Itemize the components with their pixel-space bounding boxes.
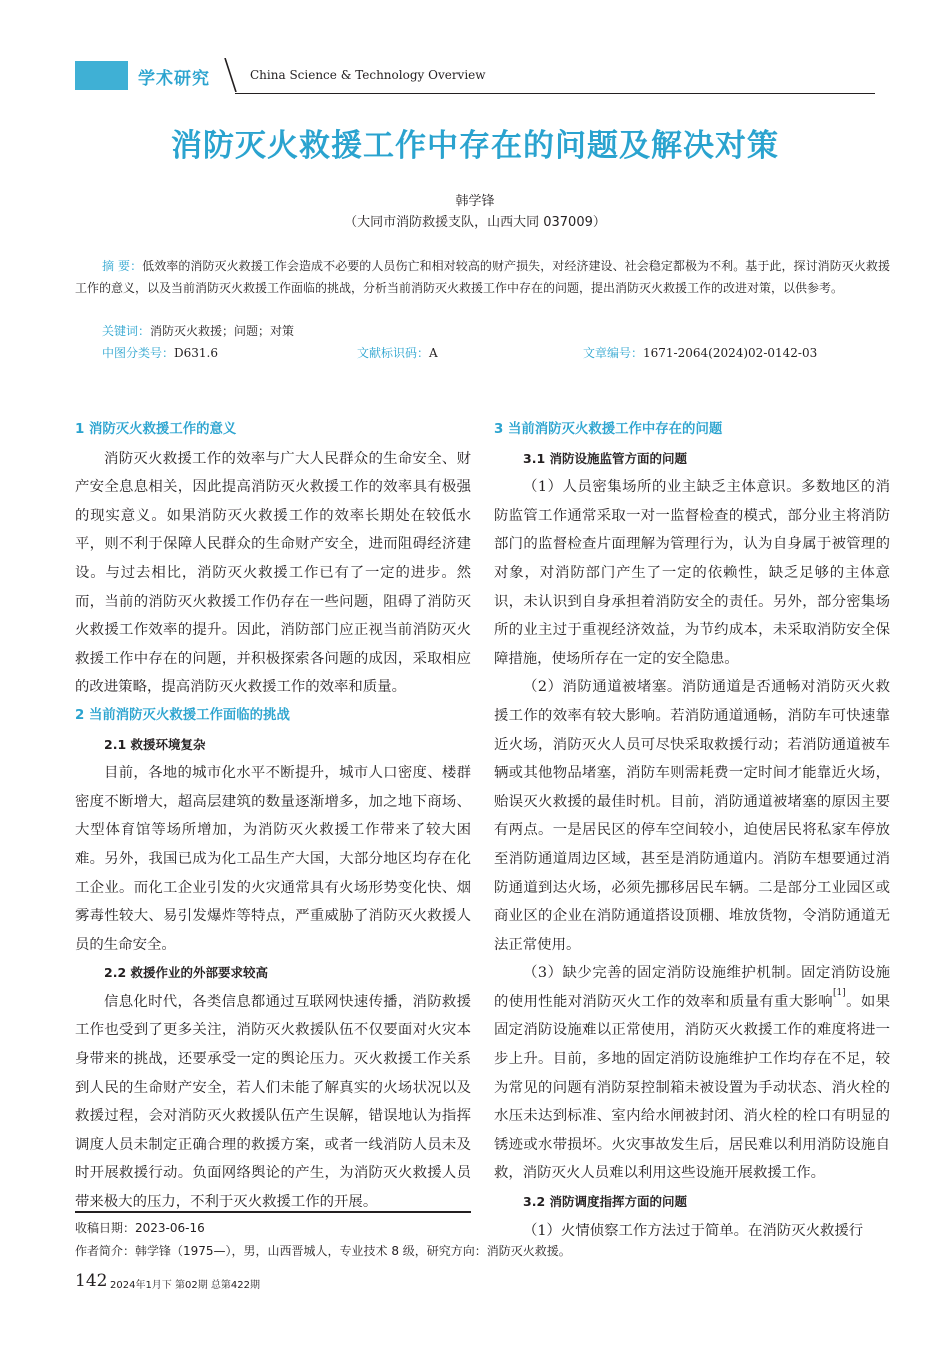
paragraph: 信息化时代，各类信息都通过互联网快速传播，消防救援工作也受到了更多关注，消防灭火救援队伍不仅要面对火灾本身带来的挑战，还要承受一定的舆论压力。灭火救援工作关系到人民的生命财产安全，若人们未能了解真实的火场状况以及救援过程，会对消防灭火救援队伍产生误解，错误地认为指挥调度人员未制定正确合理的救援方案，或者一线消防人员未及时开展救援行动。负面网络舆论的产生，为消防灭火救援人员带来极大的压力，不利于灭火救援工作的开展。: [75, 993, 471, 1211]
section-color-block: [75, 61, 128, 90]
article-no-value: 1671-2064(2024)02-0142-03: [643, 346, 818, 360]
author-affiliation: （大同市消防救援支队，山西大同 037009）: [344, 215, 606, 230]
paragraph: 消防灭火救援工作的效率与广大人民群众的生命安全、财产安全息息相关，因此提高消防灭火救援工作的效率具有极强的现实意义。如果消防灭火救援工作的效率长期处在较低水平，则不利于保障人民群众的生命财产安全，进而阻碍经济建设。与过去相比，消防灭火救援工作已有了一定的进步。然而，当前的消防灭火救援工作仍存在一些问题，阻碍了消防灭火救援工作效率的提升。因此，消防部门应正视当前消防灭火救援工作中存在的问题，并积极探索各问题的成因，采取相应的改进策略，提高消防灭火救援工作的效率和质量。: [75, 450, 471, 696]
clc-code: [102, 344, 218, 361]
paragraph: 目前，各地的城市化水平不断提升，城市人口密度、楼群密度不断增大，超高层建筑的数量逐渐增多，加之地下商场、大型体育馆等场所增加，为消防灭火救援工作带来了较大困难。另外，我国已成为化工品生产大国，大部分地区均存在化工企业。而化工企业引发的火灾通常具有火场形势变化快、烟雾毒性较大、易引发爆炸等特点，严重威胁了消防灭火救援人员的生命安全。: [75, 765, 471, 953]
right-column: [494, 416, 890, 1245]
paragraph: [494, 959, 890, 1188]
page-number: 142: [75, 1271, 108, 1291]
clc-label: 中图分类号：: [102, 346, 175, 360]
paragraph: （1）火情侦察工作方法过于简单。在消防灭火救援行: [523, 1222, 864, 1239]
left-column: [75, 416, 471, 1217]
issue-info: 2024年1月下 第02期 总第422期: [110, 1280, 260, 1291]
keywords-label: 关键词：: [102, 324, 151, 338]
document-code: [357, 344, 438, 361]
author-bio: 作者简介：韩学锋（1975—），男，山西晋城人，专业技术 8 级，研究方向：消防灭火救援。: [75, 1244, 571, 1258]
article-title: 消防灭火救援工作中存在的问题及解决对策: [171, 128, 779, 164]
abstract-label: 摘 要：: [102, 259, 143, 273]
subsection-heading-3-2: 3.2 消防调度指挥方面的问题: [523, 1194, 687, 1210]
citation-ref[interactable]: [1]: [833, 987, 846, 998]
paragraph: （1）人员密集场所的业主缺乏主体意识。多数地区的消防监管工作通常采取一对一监督检查的模式，部分业主将消防部门的监督检查片面理解为管理行为，认为自身属于被管理的对象，对消防部门产生了一定的依赖性，缺乏足够的主体意识，未认识到自身承担着消防安全的责任。另外，部分密集场所的业主过于重视经济效益，为节约成本，未采取消防安全保障措施，使场所存在一定的安全隐患。: [494, 479, 890, 667]
received-date: 收稿日期：2023-06-16: [75, 1221, 205, 1235]
journal-name: China Science & Technology Overview: [250, 68, 486, 82]
header-slash-divider: [222, 58, 240, 92]
subsection-heading-2-1: 2.1 救援环境复杂: [104, 736, 206, 752]
subsection-heading-2-2: 2.2 救援作业的外部要求较高: [104, 965, 268, 981]
paragraph-text: （3）缺少完善的固定消防设施维护机制。固定消防设施的使用性能对消防灭火工作的效率和质量有重大影响: [494, 965, 890, 1010]
doc-code-value: A: [429, 346, 438, 360]
clc-value: D631.6: [174, 346, 218, 360]
article-no-label: 文章编号：: [583, 346, 644, 360]
footnote-rule: [75, 1211, 471, 1213]
section-heading-3: 3 当前消防灭火救援工作中存在的问题: [494, 422, 723, 437]
author-name: 韩学锋: [455, 194, 495, 209]
header-rule: [235, 93, 875, 94]
paragraph-text: 。如果固定消防设施难以正常使用，消防灭火救援工作的难度将进一步上升。目前，多地的固定消防设施维护工作均存在不足，较为常见的问题有消防泵控制箱未被设置为手动状态、消火栓的水压未达到标准、室内给水闸被封闭、消火栓的栓口有明显的锈迹或水带损坏。火灾事故发生后，居民难以利用消防设施自救，消防灭火人员难以利用这些设施开展救援工作。: [494, 993, 890, 1182]
paragraph: （2）消防通道被堵塞。消防通道是否通畅对消防灭火救援工作的效率有较大影响。若消防通道通畅，消防车可快速靠近火场，消防灭火人员可尽快采取救援行动；若消防通道被车辆或其他物品堵塞，消防车则需耗费一定时间才能靠近火场，贻误灭火救援的最佳时机。目前，消防通道被堵塞的原因主要有两点。一是居民区的停车空间较小，迫使居民将私家车停放至消防通道周边区域，甚至是消防通道内。消防车想要通过消防通道到达火场，必须先挪移居民车辆。二是部分工业园区或商业区的企业在消防通道搭设顶棚、堆放货物，令消防通道无法正常使用。: [494, 679, 890, 953]
abstract-text: 低效率的消防灭火救援工作会造成不必要的人员伤亡和相对较高的财产损失，对经济建设、社会稳定都极为不利。基于此，探讨消防灭火救援工作的意义，以及当前消防灭火救援工作面临的挑战，分析当前消防灭火救援工作中存在的问题，提出消防灭火救援工作的改进对策，以供参考。: [75, 259, 890, 295]
section-heading-2: 2 当前消防灭火救援工作面临的挑战: [75, 707, 290, 723]
section-label: 学术研究: [138, 69, 210, 89]
keywords-text: 消防灭火救援；问题；对策: [150, 324, 295, 338]
section-heading-1: 1 消防灭火救援工作的意义: [75, 422, 237, 437]
subsection-heading-3-1: 3.1 消防设施监管方面的问题: [523, 450, 687, 466]
doc-code-label: 文献标识码：: [357, 346, 430, 360]
abstract: [75, 256, 890, 299]
keywords: [102, 322, 294, 339]
article-number: [583, 344, 817, 361]
